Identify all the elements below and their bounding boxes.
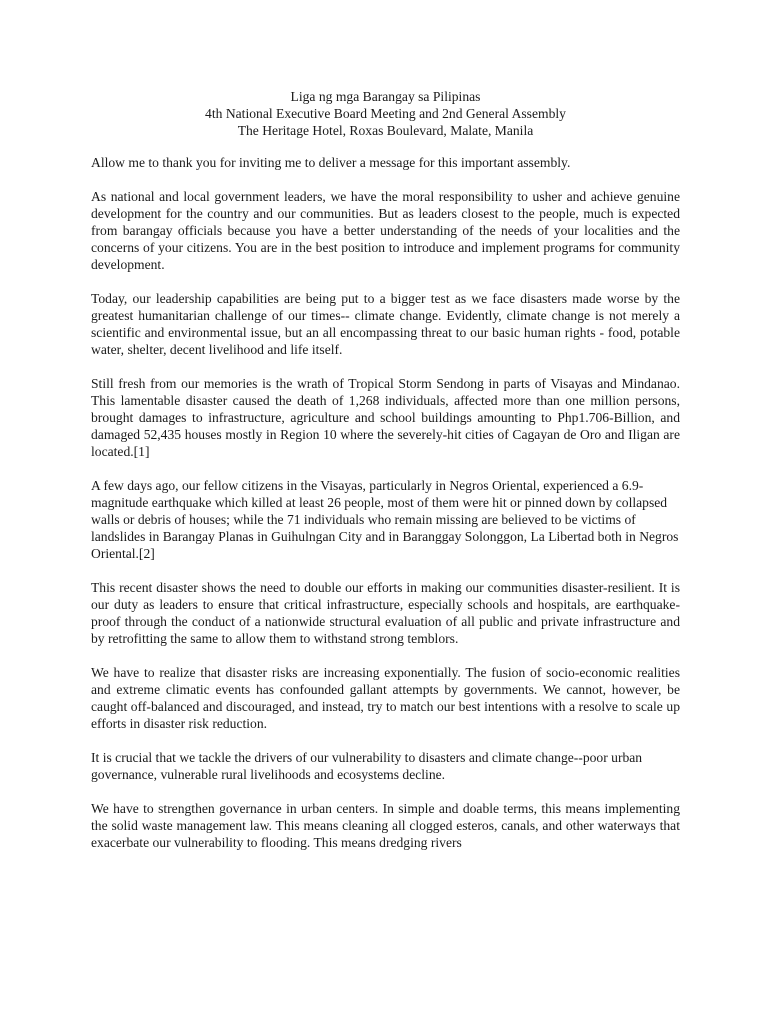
paragraph-sendong: Still fresh from our memories is the wrath of Tropical Storm Sendong in parts of Visayas and Mindanao. This lamentable disaster caused the death of 1,268 individuals, affected more than one million persons, brought damages to infrastructure, agriculture and school buildings amounting to Php1.706-Billion, and damaged 52,435 houses mostly in Region 10 where the severely-hit cities of Cagayan de Oro and Iligan are located.[1] [91,376,680,459]
heading-organization: Liga ng mga Barangay sa Pilipinas [290,89,481,104]
document-page [91,88,680,868]
paragraph-responsibility: As national and local government leaders, we have the moral responsibility to usher and achieve genuine development for the country and our communities. But as leaders closest to the people, much is expected from barangay officials because you have a better understanding of the needs of your localities and the concerns of your citizens. You are in the best position to introduce and implement programs for community development. [91,189,680,272]
paragraph-greeting: Allow me to thank you for inviting me to deliver a message for this important assembly. [91,155,571,170]
paragraph-climate-change: Today, our leadership capabilities are being put to a bigger test as we face disasters made worse by the greatest humanitarian challenge of our times-- climate change. Evidently, climate change is not merely a scientific and environmental issue, but an all encompassing threat to our basic human rights - food, potable water, shelter, decent livelihood and life itself. [91,291,680,357]
paragraph-disaster-risks: We have to realize that disaster risks are increasing exponentially. The fusion of socio-economic realities and extreme climatic events has confounded gallant attempts by governments. We cannot, however, be caught off-balanced and discouraged, and instead, try to match our best intentions with a resolve to scale up efforts in disaster risk reduction. [91,665,680,731]
paragraph-vulnerability-drivers: It is crucial that we tackle the drivers of our vulnerability to disasters and climate change--poor urban governance, vulnerable rural livelihoods and ecosystems decline. [91,750,643,782]
heading-venue: The Heritage Hotel, Roxas Boulevard, Malate, Manila [237,123,534,138]
paragraph-earthquake: A few days ago, our fellow citizens in the Visayas, particularly in Negros Oriental, experienced a 6.9-magnitude earthquake which killed at least 26 people, most of them were hit or pinned down by collapsed walls or debris of houses; while the 71 individuals who remain missing are believed to be victims of landslides in Barangay Planas in Guihulngan City and in Baranggay Solonggon, La Libertad both in Negros Oriental.[2] [91,478,679,561]
paragraph-urban-governance: We have to strengthen governance in urban centers. In simple and doable terms, this means implementing the solid waste management law. This means cleaning all clogged esteros, canals, and other waterways that exacerbate our vulnerability to flooding. This means dredging rivers [91,801,680,850]
heading-event: 4th National Executive Board Meeting and 2nd General Assembly [205,106,566,121]
paragraph-disaster-resilient: This recent disaster shows the need to double our efforts in making our communities disaster-resilient. It is our duty as leaders to ensure that critical infrastructure, especially schools and hospitals, are earthquake-proof through the conduct of a nationwide structural evaluation of all public and private infrastructure and by retrofitting the same to allow them to withstand strong temblors. [91,580,680,646]
document-heading [91,88,680,139]
